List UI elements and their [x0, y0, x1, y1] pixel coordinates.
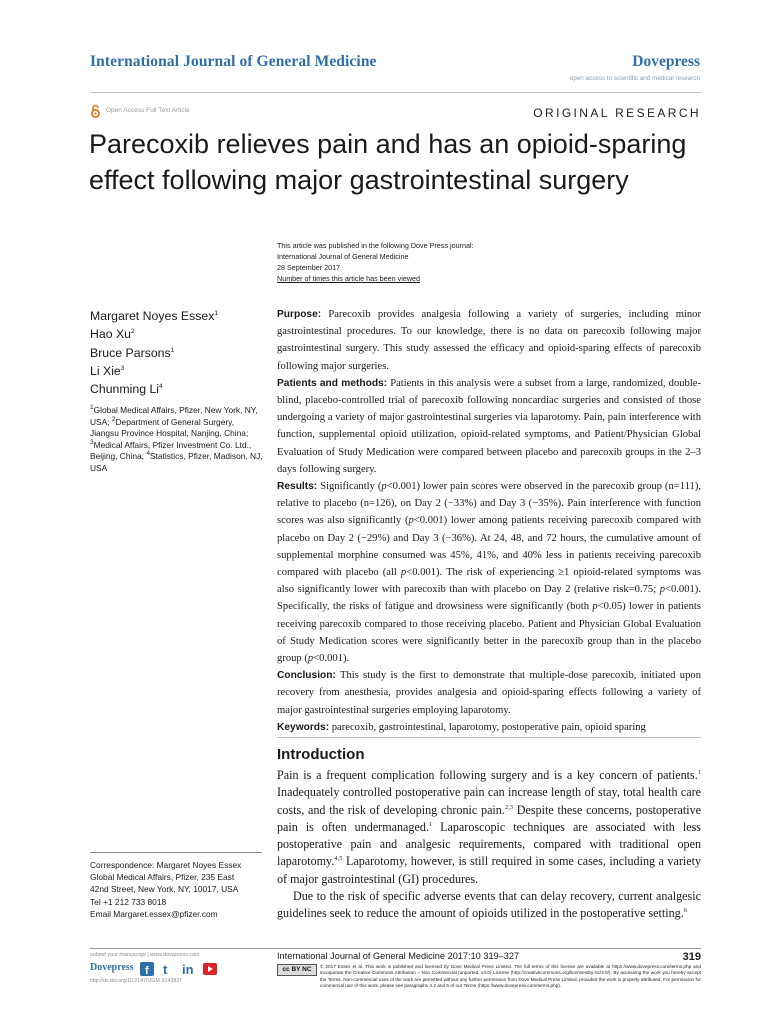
abstract-text: <0.001). Specifically, the risks of fatigue and drowsiness were significantly (both — [277, 584, 701, 613]
footer-publisher-logo[interactable]: Dovepress — [90, 962, 134, 973]
publisher-tagline: open access to scientific and medical research — [569, 75, 700, 82]
abstract-label: Keywords: — [277, 721, 330, 733]
abstract-keywords — [277, 719, 701, 736]
header-divider — [90, 92, 701, 93]
author[interactable] — [90, 362, 218, 380]
citation-ref[interactable]: 1 — [697, 768, 701, 776]
twitter-glyph: t — [163, 962, 168, 976]
abstract-results — [277, 478, 701, 667]
page-number: 319 — [682, 951, 701, 963]
footer-divider — [90, 948, 701, 949]
abstract-conclusion — [277, 667, 701, 719]
abstract-text: <0.001). The risk of experiencing ≥1 opioid-related symptoms was also significantly lower with parecoxib than with placebo on Day 2 (relative risk=0.75; — [277, 567, 701, 596]
publication-note — [277, 240, 474, 284]
abstract-text: Patients in this analysis were a subset from a large, randomized, double-blind, placebo-controlled trial of parecoxib following noncardiac surgeries and consisted of those undergoing a variety of major gastrointestinal surgeries via laparotomy. Pain, pain interference with function, supplemental opioid utilization, opioid-related symptoms, and Patient/Physician Global Evaluation of Study Medication were compared between placebo and parecoxib groups in the 2–3 days following surgery. — [277, 377, 702, 475]
introduction-body — [277, 767, 701, 923]
author-list — [90, 307, 218, 398]
doi-link[interactable]: http://dx.doi.org/10.2147/IJGM.S143837 — [90, 978, 182, 984]
author-affiliation-mark: 1 — [170, 346, 175, 354]
abstract-label: Results: — [277, 481, 318, 493]
p-value-symbol: p — [408, 515, 414, 527]
correspondence-line: Correspondence: Margaret Noyes Essex — [90, 860, 242, 870]
paragraph-text: Laparotomy, however, is still required in some cases, including a variety of major gastrointestinal (GI) procedures. — [277, 854, 701, 886]
linkedin-glyph: in — [182, 962, 194, 976]
publication-date: 28 September 2017 — [277, 263, 341, 272]
creative-commons-icon[interactable]: cc BY NC — [277, 964, 317, 976]
paragraph-text: Pain is a frequent complication following surgery and is a key concern of patients. — [277, 768, 698, 782]
affiliation-mark: 3 — [90, 438, 94, 446]
author-affiliation-mark: 2 — [131, 328, 135, 336]
open-access-label: Open Access Full Text Article — [106, 107, 190, 114]
correspondence-line: Global Medical Affairs, Pfizer, 235 East — [90, 872, 235, 883]
youtube-icon[interactable] — [203, 962, 217, 976]
citation-ref[interactable]: 2,3 — [504, 803, 513, 811]
abstract-text: <0.001) lower among patients receiving parecoxib compared with placebo on Day 2 (−29%) and Day 3 (−36%). At 24, 48, and 72 hours, the cumulative amount of supplemental morphine consumed was 45%, 41%, and 40% less in patients receiving parecoxib compared with placebo (all — [277, 515, 701, 579]
section-heading: Introduction — [277, 746, 365, 763]
correspondence-line: 42nd Street, New York, NY, 10017, USA — [90, 884, 239, 895]
p-value-symbol: p — [592, 601, 598, 613]
paragraph — [277, 767, 701, 888]
citation-ref[interactable]: 6 — [683, 907, 687, 915]
abstract-text: <0.001). — [313, 653, 350, 665]
paragraph-text: Inadequately controlled postoperative pain can increase length of stay, total health care costs, and the risk of developing chronic pain. — [277, 785, 701, 817]
publication-note-line: This article was published in the following Dove Press journal: — [277, 241, 474, 250]
abstract-label: Patients and methods: — [277, 377, 388, 389]
abstract-methods — [277, 375, 701, 478]
author[interactable] — [90, 380, 218, 398]
correspondence-divider — [90, 852, 262, 853]
paragraph-text: Due to the risk of specific adverse events that can delay recovery, current analgesic guidelines seek to reduce the amount of opioids utilized in the postoperative setting. — [277, 889, 701, 921]
open-access-lock-icon — [90, 104, 101, 118]
affiliation: Department of General Surgery, Jiangsu Province Hospital, Nanjing, China; — [90, 416, 249, 439]
author-name: Hao Xu — [90, 327, 132, 342]
author[interactable] — [90, 325, 218, 343]
author-name: Li Xie — [90, 363, 121, 378]
correspondence-phone: Tel +1 212 733 8018 — [90, 896, 167, 907]
author[interactable] — [90, 344, 218, 362]
article-type: ORIGINAL RESEARCH — [533, 106, 701, 120]
twitter-icon[interactable] — [161, 962, 176, 976]
author-name: Bruce Parsons — [90, 345, 171, 360]
affiliations — [90, 405, 265, 475]
section-divider — [277, 737, 701, 738]
author[interactable] — [90, 307, 218, 325]
p-value-symbol: p — [307, 653, 314, 665]
correspondence — [90, 859, 268, 920]
paragraph-text: Laparoscopic techniques are associated with less postoperative pain and analgesic requirements, compared with traditional open laparotomy. — [277, 819, 701, 869]
footer-citation: International Journal of General Medicine 2017:10 319–327 — [277, 951, 520, 961]
correspondence-email[interactable]: Email Margaret.essex@pfizer.com — [90, 908, 218, 919]
abstract — [277, 306, 701, 736]
abstract-text: <0.001) lower pain scores were observed in the parecoxib group (n=111), relative to placebo (n=126), on Day 2 (−33%) and Day 3 (−35%). Pain interference with function scores was also significantly ( — [277, 481, 701, 527]
abstract-text: This study is the first to demonstrate that multiple-dose parecoxib, initiated upon recovery from anesthesia, provides analgesia and opioid-sparing effects following a variety of major gastrointestinal surgeries employing laparotomy. — [277, 670, 701, 716]
author-affiliation-mark: 3 — [120, 364, 125, 372]
affiliation-mark: 4 — [146, 450, 150, 458]
views-link[interactable]: Number of times this article has been viewed — [277, 274, 421, 283]
linkedin-icon[interactable] — [182, 962, 198, 976]
affiliation: Medical Affairs, Pfizer Investment Co. Ltd., Beijing, China; — [90, 439, 252, 462]
paragraph-text: Despite these concerns, postoperative pain is often undermanaged. — [277, 802, 702, 834]
submit-manuscript-link[interactable]: submit your manuscript | www.dovepress.com — [90, 952, 200, 958]
abstract-text: <0.05) lower in patients receiving parecoxib compared to those receiving placebo. Patient and Physician Global Evaluation of Study Medication scores were significantly better in the parecoxib group than in the placebo group ( — [277, 601, 701, 665]
paragraph — [277, 888, 701, 923]
p-value-symbol: p — [381, 481, 387, 493]
affiliation: Statistics, Pfizer, Madison, NJ, USA — [90, 451, 263, 473]
citation-ref[interactable]: 4,5 — [334, 855, 343, 863]
abstract-purpose — [277, 306, 701, 375]
keywords-text: parecoxib, gastrointestinal, laparotomy, postoperative pain, opioid sparing — [331, 721, 646, 733]
p-value-symbol: p — [659, 584, 665, 596]
abstract-text: Significantly ( — [320, 481, 382, 493]
author-name: Chunming Li — [90, 382, 160, 397]
journal-name[interactable]: International Journal of General Medicine — [90, 53, 377, 70]
author-affiliation-mark: 4 — [159, 383, 163, 391]
abstract-label: Purpose: — [277, 309, 322, 320]
affiliation: Global Medical Affairs, Pfizer, New York, NY, USA; — [90, 405, 258, 427]
facebook-glyph: f — [145, 965, 149, 976]
article-title: Parecoxib relieves pain and has an opioid-sparing effect following major gastrointestinal surgery — [89, 129, 687, 195]
author-affiliation-mark: 1 — [214, 309, 219, 317]
affiliation-mark: 1 — [90, 404, 94, 412]
citation-ref[interactable]: 1 — [428, 820, 433, 828]
facebook-icon[interactable] — [140, 962, 154, 976]
affiliation-mark: 2 — [111, 415, 116, 423]
author-name: Margaret Noyes Essex — [90, 309, 215, 323]
license-text: © 2017 Essex et al. This work is published and licensed by Dove Medical Press Limited. The full terms of this license are available at https://www.dovepress.com/terms.php and incorporate the Creative Commons Attribution – Non Commercial (unported, v3.0) License (http://creativecommons.org/licenses/by-nc/3.0/). By accessing the work you hereby accept the Terms. Non-commercial uses of the work are permitted without any further permission from Dove Medical Press Limited, provided the work is properly attributed. For permission for commercial use of this work, please see paragraphs 4.2 and 5 of our Terms (https://www.dovepress.com/terms.php). — [320, 964, 701, 988]
publisher-logo[interactable]: Dovepress — [632, 53, 700, 70]
abstract-text: Parecoxib provides analgesia following a variety of surgeries, including minor gastrointestinal procedures. To our knowledge, there is no data on parecoxib following major gastrointestinal surgery. This study assessed the efficacy and opioid-sparing effects of parecoxib following major surgeries. — [277, 309, 702, 372]
p-value-symbol: p — [400, 567, 407, 579]
abstract-label: Conclusion: — [277, 670, 336, 682]
publication-journal: International Journal of General Medicine — [277, 252, 409, 261]
